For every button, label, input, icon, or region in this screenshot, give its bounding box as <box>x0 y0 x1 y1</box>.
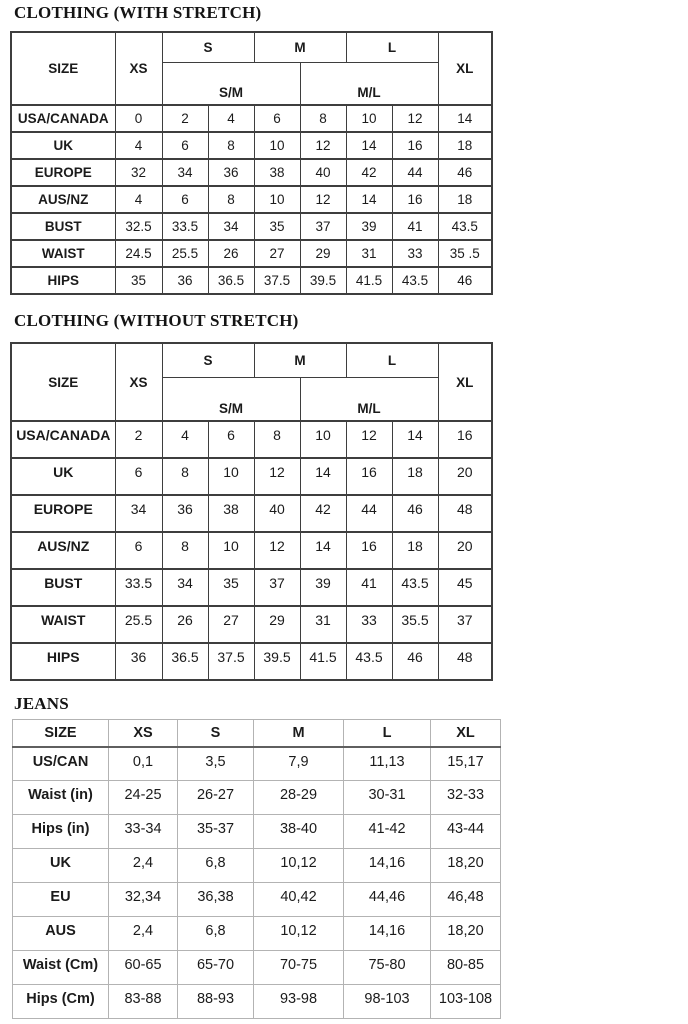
size-cell: 12 <box>300 132 346 159</box>
size-cell: 18 <box>438 132 492 159</box>
size-cell: 10 <box>346 105 392 132</box>
table-row-hips-in <box>13 815 501 849</box>
size-cell: 31 <box>300 606 346 643</box>
table-row-aus-nz <box>11 186 492 213</box>
size-cell: 4 <box>162 421 208 458</box>
size-cell: 35 <box>254 213 300 240</box>
size-cell: 30-31 <box>344 781 431 815</box>
size-cell: 8 <box>162 532 208 569</box>
row-label: UK <box>13 849 109 883</box>
size-cell: 93-98 <box>254 985 344 1019</box>
size-cell: 83-88 <box>109 985 178 1019</box>
size-cell: 60-65 <box>109 951 178 985</box>
col-header-xl: XL <box>431 720 501 747</box>
size-cell: 0 <box>115 105 162 132</box>
size-cell: 36 <box>162 495 208 532</box>
size-cell: 4 <box>115 132 162 159</box>
size-cell: 32,34 <box>109 883 178 917</box>
size-cell: 14 <box>392 421 438 458</box>
size-cell: 46 <box>438 159 492 186</box>
table-row-waist-cm <box>13 951 501 985</box>
row-label: Waist (Cm) <box>13 951 109 985</box>
size-cell: 37 <box>254 569 300 606</box>
size-cell: 6 <box>162 186 208 213</box>
size-cell: 8 <box>254 421 300 458</box>
col-header-size: SIZE <box>13 720 109 747</box>
col-header-xl: XL <box>438 32 492 105</box>
size-cell: 16 <box>392 132 438 159</box>
size-cell: 46 <box>392 643 438 680</box>
jeans-header-row <box>13 720 501 747</box>
size-cell: 35 .5 <box>438 240 492 267</box>
size-cell: 38 <box>254 159 300 186</box>
size-cell: 98-103 <box>344 985 431 1019</box>
size-cell: 39 <box>300 569 346 606</box>
size-cell: 35 <box>208 569 254 606</box>
size-cell: 15,17 <box>431 747 501 781</box>
col-header-xs: XS <box>115 343 162 421</box>
size-cell: 46 <box>438 267 492 294</box>
size-cell: 45 <box>438 569 492 606</box>
size-cell: 12 <box>392 105 438 132</box>
size-cell: 26-27 <box>178 781 254 815</box>
size-cell: 8 <box>162 458 208 495</box>
row-label: USA/CANADA <box>11 421 115 458</box>
size-cell: 40 <box>254 495 300 532</box>
clothing-with-stretch-table <box>10 31 493 295</box>
size-cell: 43.5 <box>438 213 492 240</box>
jeans-table <box>12 719 501 1019</box>
size-cell: 43.5 <box>392 569 438 606</box>
size-cell: 14,16 <box>344 917 431 951</box>
size-cell: 36 <box>162 267 208 294</box>
size-cell: 43-44 <box>431 815 501 849</box>
size-cell: 14 <box>300 532 346 569</box>
size-cell: 44,46 <box>344 883 431 917</box>
size-cell: 41.5 <box>300 643 346 680</box>
size-cell: 8 <box>300 105 346 132</box>
header-row-1 <box>11 343 492 377</box>
table-row-us-can <box>13 747 501 781</box>
table-row-bust <box>11 213 492 240</box>
size-cell: 6 <box>115 532 162 569</box>
row-label: BUST <box>11 569 115 606</box>
size-cell: 41 <box>392 213 438 240</box>
size-cell: 34 <box>208 213 254 240</box>
size-cell: 29 <box>254 606 300 643</box>
table-row-aus <box>13 917 501 951</box>
size-cell: 6 <box>208 421 254 458</box>
table-row-hips-cm <box>13 985 501 1019</box>
size-cell: 37.5 <box>208 643 254 680</box>
row-label: UK <box>11 458 115 495</box>
table-row-usa-canada <box>11 105 492 132</box>
table-row-uk <box>13 849 501 883</box>
section-title-without-stretch: CLOTHING (WITHOUT STRETCH) <box>14 311 299 330</box>
size-cell: 16 <box>438 421 492 458</box>
size-cell: 2 <box>162 105 208 132</box>
row-label: HIPS <box>11 267 115 294</box>
header-row-1 <box>11 32 492 62</box>
size-cell: 8 <box>208 186 254 213</box>
col-header-l: L <box>346 343 438 377</box>
size-cell: 26 <box>208 240 254 267</box>
table-row-waist-in <box>13 781 501 815</box>
size-cell: 37 <box>438 606 492 643</box>
col-header-size: SIZE <box>11 343 115 421</box>
size-cell: 2 <box>115 421 162 458</box>
size-cell: 103-108 <box>431 985 501 1019</box>
row-label: EUROPE <box>11 159 115 186</box>
size-cell: 33-34 <box>109 815 178 849</box>
table-row-uk <box>11 458 492 495</box>
size-cell: 37 <box>300 213 346 240</box>
size-cell: 37.5 <box>254 267 300 294</box>
size-cell: 34 <box>162 159 208 186</box>
table-row-uk <box>11 132 492 159</box>
size-cell: 42 <box>346 159 392 186</box>
size-cell: 2,4 <box>109 917 178 951</box>
size-cell: 3,5 <box>178 747 254 781</box>
col-header-l: L <box>344 720 431 747</box>
row-label: EU <box>13 883 109 917</box>
size-cell: 41.5 <box>346 267 392 294</box>
size-cell: 10,12 <box>254 917 344 951</box>
size-cell: 34 <box>115 495 162 532</box>
size-cell: 33 <box>346 606 392 643</box>
size-cell: 0,1 <box>109 747 178 781</box>
col-header-sm: S/M <box>162 377 300 421</box>
size-cell: 4 <box>115 186 162 213</box>
size-cell: 46,48 <box>431 883 501 917</box>
size-cell: 41 <box>346 569 392 606</box>
size-cell: 44 <box>346 495 392 532</box>
size-cell: 14,16 <box>344 849 431 883</box>
size-cell: 39.5 <box>254 643 300 680</box>
col-header-m: M <box>254 32 346 62</box>
col-header-ml: M/L <box>300 62 438 105</box>
size-cell: 34 <box>162 569 208 606</box>
size-cell: 10 <box>208 532 254 569</box>
size-cell: 35.5 <box>392 606 438 643</box>
col-header-xl: XL <box>438 343 492 421</box>
row-label: Hips (in) <box>13 815 109 849</box>
row-label: WAIST <box>11 240 115 267</box>
size-cell: 33 <box>392 240 438 267</box>
size-cell: 20 <box>438 458 492 495</box>
size-cell: 43.5 <box>346 643 392 680</box>
row-label: Waist (in) <box>13 781 109 815</box>
row-label: UK <box>11 132 115 159</box>
table-row-aus-nz <box>11 532 492 569</box>
row-label: HIPS <box>11 643 115 680</box>
col-header-l: L <box>346 32 438 62</box>
col-header-xs: XS <box>109 720 178 747</box>
size-cell: 35-37 <box>178 815 254 849</box>
size-cell: 18,20 <box>431 849 501 883</box>
table-row-europe <box>11 159 492 186</box>
size-cell: 65-70 <box>178 951 254 985</box>
size-cell: 2,4 <box>109 849 178 883</box>
size-cell: 46 <box>392 495 438 532</box>
row-label: WAIST <box>11 606 115 643</box>
row-label: Hips (Cm) <box>13 985 109 1019</box>
size-cell: 40 <box>300 159 346 186</box>
size-cell: 25.5 <box>162 240 208 267</box>
size-cell: 48 <box>438 495 492 532</box>
size-cell: 10 <box>300 421 346 458</box>
size-cell: 6 <box>254 105 300 132</box>
size-cell: 16 <box>346 532 392 569</box>
size-cell: 36 <box>208 159 254 186</box>
size-cell: 28-29 <box>254 781 344 815</box>
size-cell: 12 <box>254 532 300 569</box>
size-cell: 16 <box>392 186 438 213</box>
section-title-with-stretch: CLOTHING (WITH STRETCH) <box>14 3 262 22</box>
row-label: AUS/NZ <box>11 532 115 569</box>
col-header-s: S <box>162 343 254 377</box>
row-label: USA/CANADA <box>11 105 115 132</box>
size-cell: 6,8 <box>178 917 254 951</box>
row-label: AUS/NZ <box>11 186 115 213</box>
section-title-jeans: JEANS <box>14 694 69 713</box>
size-cell: 33.5 <box>115 569 162 606</box>
size-cell: 41-42 <box>344 815 431 849</box>
size-cell: 32-33 <box>431 781 501 815</box>
table-row-eu <box>13 883 501 917</box>
size-cell: 10,12 <box>254 849 344 883</box>
size-cell: 31 <box>346 240 392 267</box>
size-cell: 12 <box>300 186 346 213</box>
size-cell: 32 <box>115 159 162 186</box>
size-cell: 14 <box>300 458 346 495</box>
size-cell: 18,20 <box>431 917 501 951</box>
col-header-s: S <box>178 720 254 747</box>
size-cell: 8 <box>208 132 254 159</box>
col-header-s: S <box>162 32 254 62</box>
clothing-without-stretch-table <box>10 342 493 681</box>
size-cell: 14 <box>346 186 392 213</box>
size-cell: 6,8 <box>178 849 254 883</box>
size-cell: 38-40 <box>254 815 344 849</box>
size-cell: 24.5 <box>115 240 162 267</box>
col-header-m: M <box>254 343 346 377</box>
size-cell: 7,9 <box>254 747 344 781</box>
row-label: EUROPE <box>11 495 115 532</box>
size-cell: 36,38 <box>178 883 254 917</box>
size-cell: 10 <box>208 458 254 495</box>
size-cell: 36.5 <box>208 267 254 294</box>
row-label: BUST <box>11 213 115 240</box>
size-cell: 44 <box>392 159 438 186</box>
size-cell: 12 <box>346 421 392 458</box>
col-header-size: SIZE <box>11 32 115 105</box>
size-cell: 20 <box>438 532 492 569</box>
size-cell: 27 <box>254 240 300 267</box>
row-label: AUS <box>13 917 109 951</box>
size-cell: 43.5 <box>392 267 438 294</box>
size-cell: 33.5 <box>162 213 208 240</box>
table-row-europe <box>11 495 492 532</box>
col-header-xs: XS <box>115 32 162 105</box>
size-cell: 35 <box>115 267 162 294</box>
size-cell: 32.5 <box>115 213 162 240</box>
table-row-waist <box>11 606 492 643</box>
size-cell: 48 <box>438 643 492 680</box>
size-cell: 36.5 <box>162 643 208 680</box>
size-cell: 14 <box>346 132 392 159</box>
row-label: US/CAN <box>13 747 109 781</box>
table-row-usa-canada <box>11 421 492 458</box>
size-cell: 4 <box>208 105 254 132</box>
size-cell: 18 <box>438 186 492 213</box>
col-header-sm: S/M <box>162 62 300 105</box>
size-cell: 39 <box>346 213 392 240</box>
size-cell: 24-25 <box>109 781 178 815</box>
size-cell: 38 <box>208 495 254 532</box>
size-cell: 14 <box>438 105 492 132</box>
size-cell: 18 <box>392 532 438 569</box>
size-cell: 6 <box>162 132 208 159</box>
col-header-ml: M/L <box>300 377 438 421</box>
size-cell: 27 <box>208 606 254 643</box>
size-cell: 70-75 <box>254 951 344 985</box>
size-cell: 36 <box>115 643 162 680</box>
size-cell: 16 <box>346 458 392 495</box>
size-cell: 6 <box>115 458 162 495</box>
size-cell: 88-93 <box>178 985 254 1019</box>
size-cell: 18 <box>392 458 438 495</box>
size-cell: 11,13 <box>344 747 431 781</box>
table-row-hips <box>11 267 492 294</box>
table-row-bust <box>11 569 492 606</box>
size-cell: 10 <box>254 132 300 159</box>
size-cell: 10 <box>254 186 300 213</box>
size-cell: 40,42 <box>254 883 344 917</box>
size-cell: 12 <box>254 458 300 495</box>
size-cell: 80-85 <box>431 951 501 985</box>
size-cell: 42 <box>300 495 346 532</box>
col-header-m: M <box>254 720 344 747</box>
size-cell: 75-80 <box>344 951 431 985</box>
table-row-waist <box>11 240 492 267</box>
size-cell: 25.5 <box>115 606 162 643</box>
table-row-hips <box>11 643 492 680</box>
size-cell: 26 <box>162 606 208 643</box>
size-cell: 29 <box>300 240 346 267</box>
size-cell: 39.5 <box>300 267 346 294</box>
